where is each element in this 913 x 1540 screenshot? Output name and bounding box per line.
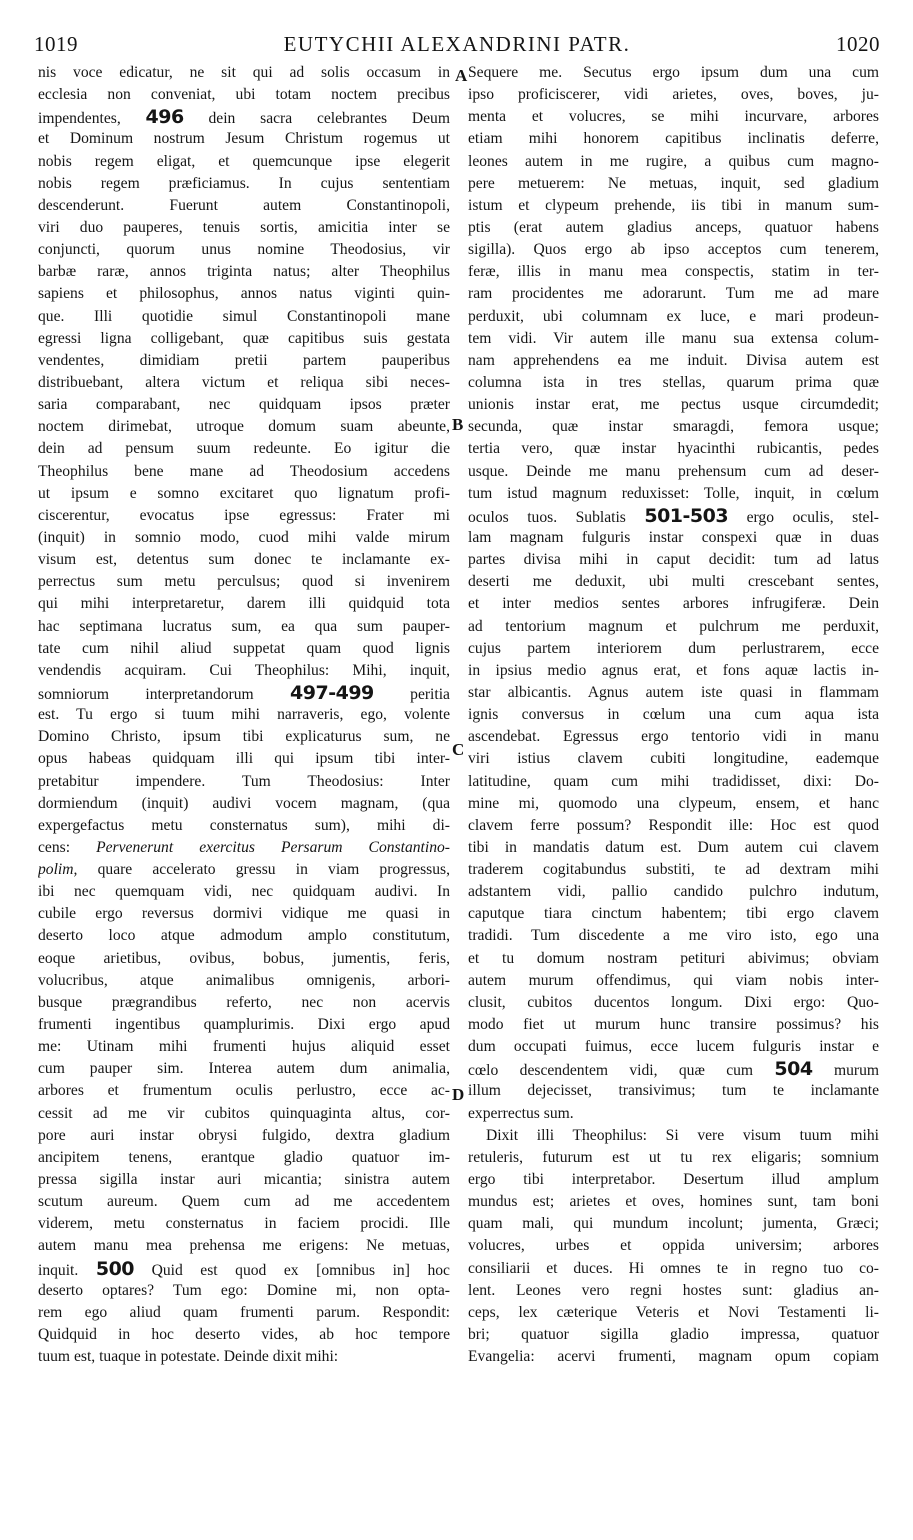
text-line: egressi ligna colligebant, quæ capitibus suis gestata xyxy=(38,329,450,347)
italic-text: Pervenerunt exercitus Persarum Constantino- xyxy=(96,838,450,856)
text-line: adstantem vidi, pallio candido pulchro indutum, xyxy=(468,883,879,901)
text-line: Sequere me. Secutus ergo ipsum dum una cum xyxy=(468,64,879,81)
text-line: ipso proficiscerer, vidi arietes, oves, boves, ju- xyxy=(468,86,879,104)
page-number-right: 1020 xyxy=(836,32,880,56)
text-line: ceps, lex cæterique Veteris et Novi Testamenti li- xyxy=(468,1303,879,1321)
text-line: unionis instar erat, me pectus usque circumdedit; xyxy=(468,396,879,414)
right-text-column xyxy=(468,62,879,1368)
text-line: barbæ raræ, annos triginta natus; alter Theophilus xyxy=(38,263,450,281)
text-line: pressa sigilla instar auri micantia; sinistra autem xyxy=(38,1171,450,1189)
margin-letter-a: A xyxy=(455,66,468,85)
text-line: nobis regem eligat, et quemcunque ipse elegerit xyxy=(38,152,450,170)
text-segment: somniorum interpretandorum xyxy=(38,685,254,703)
text-line: deserto loco atque admodum amplo constitutum, xyxy=(38,927,450,945)
text-line: mundus est; arietes et oves, homines sunt, tam boni xyxy=(468,1193,879,1211)
text-line xyxy=(38,106,450,128)
text-line: Quidquid in hoc deserto vides, ab hoc tempore xyxy=(38,1326,450,1344)
text-line: expergefactus metu consternatus sum), mihi di- xyxy=(38,816,450,834)
text-line: cubile ergo reversus dormivi vidique me quasi in xyxy=(38,905,450,923)
text-segment: oculos tuos. Sublatis xyxy=(468,508,626,526)
text-line: nobis regem præficiamus. In cujus sententiam xyxy=(38,174,450,192)
text-line: arbores et frumentum oculis perlustro, ecce ac- xyxy=(38,1082,450,1100)
text-line: cujus partem interiorem dum perlustrarem, ecce xyxy=(468,639,879,657)
text-segment: ergo oculis, stel- xyxy=(746,508,879,526)
text-line: cum pauper sim. Interea autem dum animalia, xyxy=(38,1060,450,1078)
text-line: opus habeas quidquam illi qui ipsum tibi inter- xyxy=(38,750,450,768)
running-title: EUTYCHII ALEXANDRINI PATR. xyxy=(283,32,631,56)
text-line: modo fiet ut murum hunc transire possimus? his xyxy=(468,1016,879,1034)
text-line: tuum est, tuaque in potestate. Deinde dixit mihi: xyxy=(38,1348,339,1366)
text-line: hac septimana lucratus sum, ea qua sum pauper- xyxy=(38,617,450,635)
column-number-marker: 496 xyxy=(145,106,184,129)
text-line: retuleris, futurum est ut tu rex eligaris; somnium xyxy=(468,1148,879,1166)
left-text-column xyxy=(38,62,450,1368)
text-line: tibi in mandatis datum est. Dum autem cui clavem xyxy=(468,838,879,856)
text-line: ciscerentur, evocatus ipse egressus: Frater mi xyxy=(38,506,450,524)
text-segment: murum xyxy=(833,1062,879,1080)
text-line: leones autem in me rugire, a quibus cum magno- xyxy=(468,152,879,170)
text-line: lent. Leones vero regni hostes sunt: gladius an- xyxy=(468,1281,879,1299)
text-line: tertia vero, quæ instar hyacinthi rubicantis, pedes xyxy=(468,440,879,458)
text-line: visum est, detentus sum donec te inclamante ex- xyxy=(38,551,450,569)
text-line: descenderunt. Fuerunt autem Constantinopoli, xyxy=(38,196,450,214)
text-line: rem ego aliud quam frumenti parum. Respondit: xyxy=(38,1303,450,1321)
text-line: scutum aureum. Quem cum ad me accedentem xyxy=(38,1193,450,1211)
text-line: perrectus sum metu perculsus; quod si invenirem xyxy=(38,573,450,591)
text-segment: quare accelerato gressu in viam progressus, xyxy=(97,861,450,879)
text-line: nis voce edicatur, ne sit qui ad solis occasum in xyxy=(38,64,450,81)
text-line: busque prægrandibus referto, nec non acervis xyxy=(38,993,450,1011)
text-line: (inquit) in somnio modo, cuod mihi valde mirum xyxy=(38,528,450,546)
text-segment: inquit. xyxy=(38,1261,79,1279)
text-line: nam apprehendens ea me induit. Divisa autem est xyxy=(468,351,879,369)
text-segment: peritia xyxy=(410,685,450,703)
text-line: que. Illi quotidie simul Constantinopoli mane xyxy=(38,307,450,325)
text-line: cessit ad me vir cubitos quinquaginta altus, cor- xyxy=(38,1104,450,1122)
text-line: ascendebat. Egressus ergo tentorio vidi in manu xyxy=(468,728,879,746)
text-line: dein ad pensum suum redeunte. Eo igitur die xyxy=(38,440,450,458)
text-line: ram procidentes me adorarunt. Tum me ad mare xyxy=(468,285,879,303)
running-header xyxy=(34,32,880,58)
page-number-left: 1019 xyxy=(34,32,78,56)
text-line: volucres, urbes et oppida universim; arbores xyxy=(468,1237,879,1255)
text-line: deserto optares? Tum ego: Domine mi, non opta- xyxy=(38,1281,450,1299)
text-line: menta et volucres, se mihi incurvare, arbores xyxy=(468,108,879,126)
text-line: latitudine, quam cum mihi tradidisset, dixi: Do- xyxy=(468,772,879,790)
text-line: saria comparabant, nec quidquam ipsos præter xyxy=(38,396,450,414)
text-line xyxy=(468,505,879,527)
text-line: tem vidi. Vir autem ille manu sua extensa colum- xyxy=(468,329,879,347)
text-line: dum occupati fuimus, ecce lucem fulguris instar e xyxy=(468,1038,879,1056)
text-line: tate cum nihil aliud suppetat quam quod lignis xyxy=(38,639,450,657)
text-line: autem murum offendimus, qui viam nobis inter- xyxy=(468,971,879,989)
text-line: Theophilus bene mane ad Theodosium accedens xyxy=(38,462,450,480)
text-line: noctem dirimebat, utroque domum suam abeunte, xyxy=(38,418,450,436)
italic-text: polim, xyxy=(38,861,78,879)
text-segment: dein sacra celebrantes Deum xyxy=(208,110,450,128)
margin-letter-b: B xyxy=(452,415,464,434)
text-line: secunda, quæ instar smaragdi, femora usque; xyxy=(468,418,879,436)
text-line: frumenti ingentibus quamplurimis. Dixi ergo apud xyxy=(38,1016,450,1034)
margin-letter-c: C xyxy=(452,740,465,759)
text-line: Dixit illi Theophilus: Si vere visum tuum mihi xyxy=(486,1126,879,1144)
text-line: deserti me deduxit, ubi multi crescebant sentes, xyxy=(468,573,879,591)
text-line: lam magnam fulguris instar conspexi quæ in duas xyxy=(468,528,879,546)
text-line: Evangelia: acervi frumenti, magnam opum copiam xyxy=(468,1348,879,1366)
text-line: consiliarii et duces. Hi omnes te in regno tuo co- xyxy=(468,1259,879,1277)
text-line: viri duo pauperes, tenuis sortis, amicitia inter se xyxy=(38,218,450,236)
text-line: ptis (erat autem gladius anceps, quatuor habens xyxy=(468,218,879,236)
text-segment: Quid est quod ex [omnibus in] hoc xyxy=(151,1261,450,1279)
column-number-marker: 501-503 xyxy=(644,504,729,527)
text-line xyxy=(468,1058,879,1080)
text-line: quam mali, qui mundum incolunt; jumenta, Græci; xyxy=(468,1215,879,1233)
text-line: Domino Christo, ipsum tibi explicaturus sum, ne xyxy=(38,728,450,746)
text-line xyxy=(38,682,450,704)
text-line: ut ipsum e somno excitaret quo lignatum profi- xyxy=(38,484,450,502)
text-line: distribuebant, altera victum et reliqua sibi neces- xyxy=(38,373,450,391)
text-line: perduxit, ubi columnam ex luce, e mari prodeun- xyxy=(468,307,879,325)
text-line: viderem, metu consternatus in faciem procidi. Ille xyxy=(38,1215,450,1233)
text-line: sapiens et philosophus, annos natus viginti quin- xyxy=(38,285,450,303)
text-line: feræ, illis in manu mea conspectis, statim in ter- xyxy=(468,263,879,281)
text-line: eoque arietibus, ovibus, bobus, jumentis, feris, xyxy=(38,949,450,967)
text-line: traderem cogitabundus substiti, te ad dextram mihi xyxy=(468,861,879,879)
text-line: ignis conversus in cœlum una cum aqua ista xyxy=(468,706,879,724)
text-line: volucribus, atque animalibus omnigenis, arbori- xyxy=(38,971,450,989)
text-segment: cens: xyxy=(38,838,71,856)
text-line: ad tentorium magnum et pulchrum me perduxit, xyxy=(468,617,879,635)
text-line: viri istius clavem cubiti longitudine, eademque xyxy=(468,750,879,768)
text-line: pore auri instar obrysi fulgido, dextra gladium xyxy=(38,1126,450,1144)
text-line: clavem ferre possum? Respondit ille: Hoc est quod xyxy=(468,816,879,834)
column-number-marker: 497-499 xyxy=(290,681,374,704)
margin-letter-d: D xyxy=(452,1085,465,1104)
text-line: mine mi, quomodo una clypeum, ensem, et hanc xyxy=(468,794,879,812)
text-line: ergo tibi interpretabor. Desertum illud amplum xyxy=(468,1171,879,1189)
text-segment: cœlo descendentem vidi, quæ cum xyxy=(468,1062,754,1080)
text-line: et tu domum nostram petituri abivimus; obviam xyxy=(468,949,879,967)
text-line: in ipsius medio agnus erat, et fons aquæ lactis in- xyxy=(468,661,879,679)
text-line xyxy=(38,837,450,859)
text-line: est. Tu ergo si tuum mihi narraveris, ego, volente xyxy=(38,706,450,724)
text-line: sigilla). Quos ergo ab ipso acceptos cum tenerem, xyxy=(468,241,879,259)
text-line: star albicantis. Agnus autem iste quasi in flammam xyxy=(468,683,879,701)
text-line: etiam mihi honorem capitibus inclinatis deferre, xyxy=(468,130,879,148)
text-line: ibi nec quemquam vidi, nec quidquam audivi. In xyxy=(38,883,450,901)
text-line: et Dominum nostrum Jesum Christum rogemus ut xyxy=(38,130,450,148)
text-line xyxy=(38,1258,450,1280)
text-line: partes divisa mihi in caput decidit: tum ad latus xyxy=(468,551,879,569)
text-line: usque. Deinde me manu prehensum cum ad deser- xyxy=(468,462,879,480)
text-line: pere metuerem: Ne metuas, inquit, sed gladium xyxy=(468,174,879,192)
text-line: ancipitem tenens, erantque gladio quatuor im- xyxy=(38,1148,450,1166)
text-line: istum et clypeum prehende, iis tibi in manum sum- xyxy=(468,196,879,214)
text-line xyxy=(38,859,450,881)
text-line: clusit, cubitos ducentos longum. Dixi ergo: Quo- xyxy=(468,993,879,1011)
text-line: et inter medios sentes arbores infrugiferæ. Dein xyxy=(468,595,879,613)
text-line: vendentes, dimidiam pretii partem pauperibus xyxy=(38,351,450,369)
text-line: autem manu mea prehensa me erigens: Ne metuas, xyxy=(38,1237,450,1255)
text-line: caputque tiara cinctum habentem; tibi ergo clavem xyxy=(468,905,879,923)
column-number-marker: 500 xyxy=(95,1257,135,1280)
text-line: columna ista in tres stellas, quarum prima quæ xyxy=(468,373,879,391)
text-line: experrectus sum. xyxy=(468,1104,574,1122)
text-segment: impendentes, xyxy=(38,110,121,128)
text-line: vendendis acquiram. Cui Theophilus: Mihi, inquit, xyxy=(38,661,450,679)
text-line: tum istud magnum reduxisset: Tolle, inquit, in cœlum xyxy=(468,484,879,502)
text-line: bri; quatuor sigilla gladio impressa, quatuor xyxy=(468,1326,879,1344)
text-line: illum dejecisset, transivimus; tum te inclamante xyxy=(468,1082,879,1100)
text-line: tradidi. Tum discedente a me viro isto, ego una xyxy=(468,927,879,945)
text-line: me: Utinam mihi frumenti hujus aliquid esset xyxy=(38,1038,450,1056)
column-number-marker: 504 xyxy=(774,1058,813,1081)
text-line: qui mihi interpretaretur, darem illi quidquid tota xyxy=(38,595,450,613)
text-line: pretabitur impendere. Tum Theodosius: Inter xyxy=(38,772,450,790)
text-line: ecclesia non conveniat, ubi totam noctem precibus xyxy=(38,86,450,104)
text-line: conjuncti, quorum unus nomine Theodosius, vir xyxy=(38,241,450,259)
text-line: dormiendum (inquit) audivi vocem magnam, (qua xyxy=(38,794,450,812)
